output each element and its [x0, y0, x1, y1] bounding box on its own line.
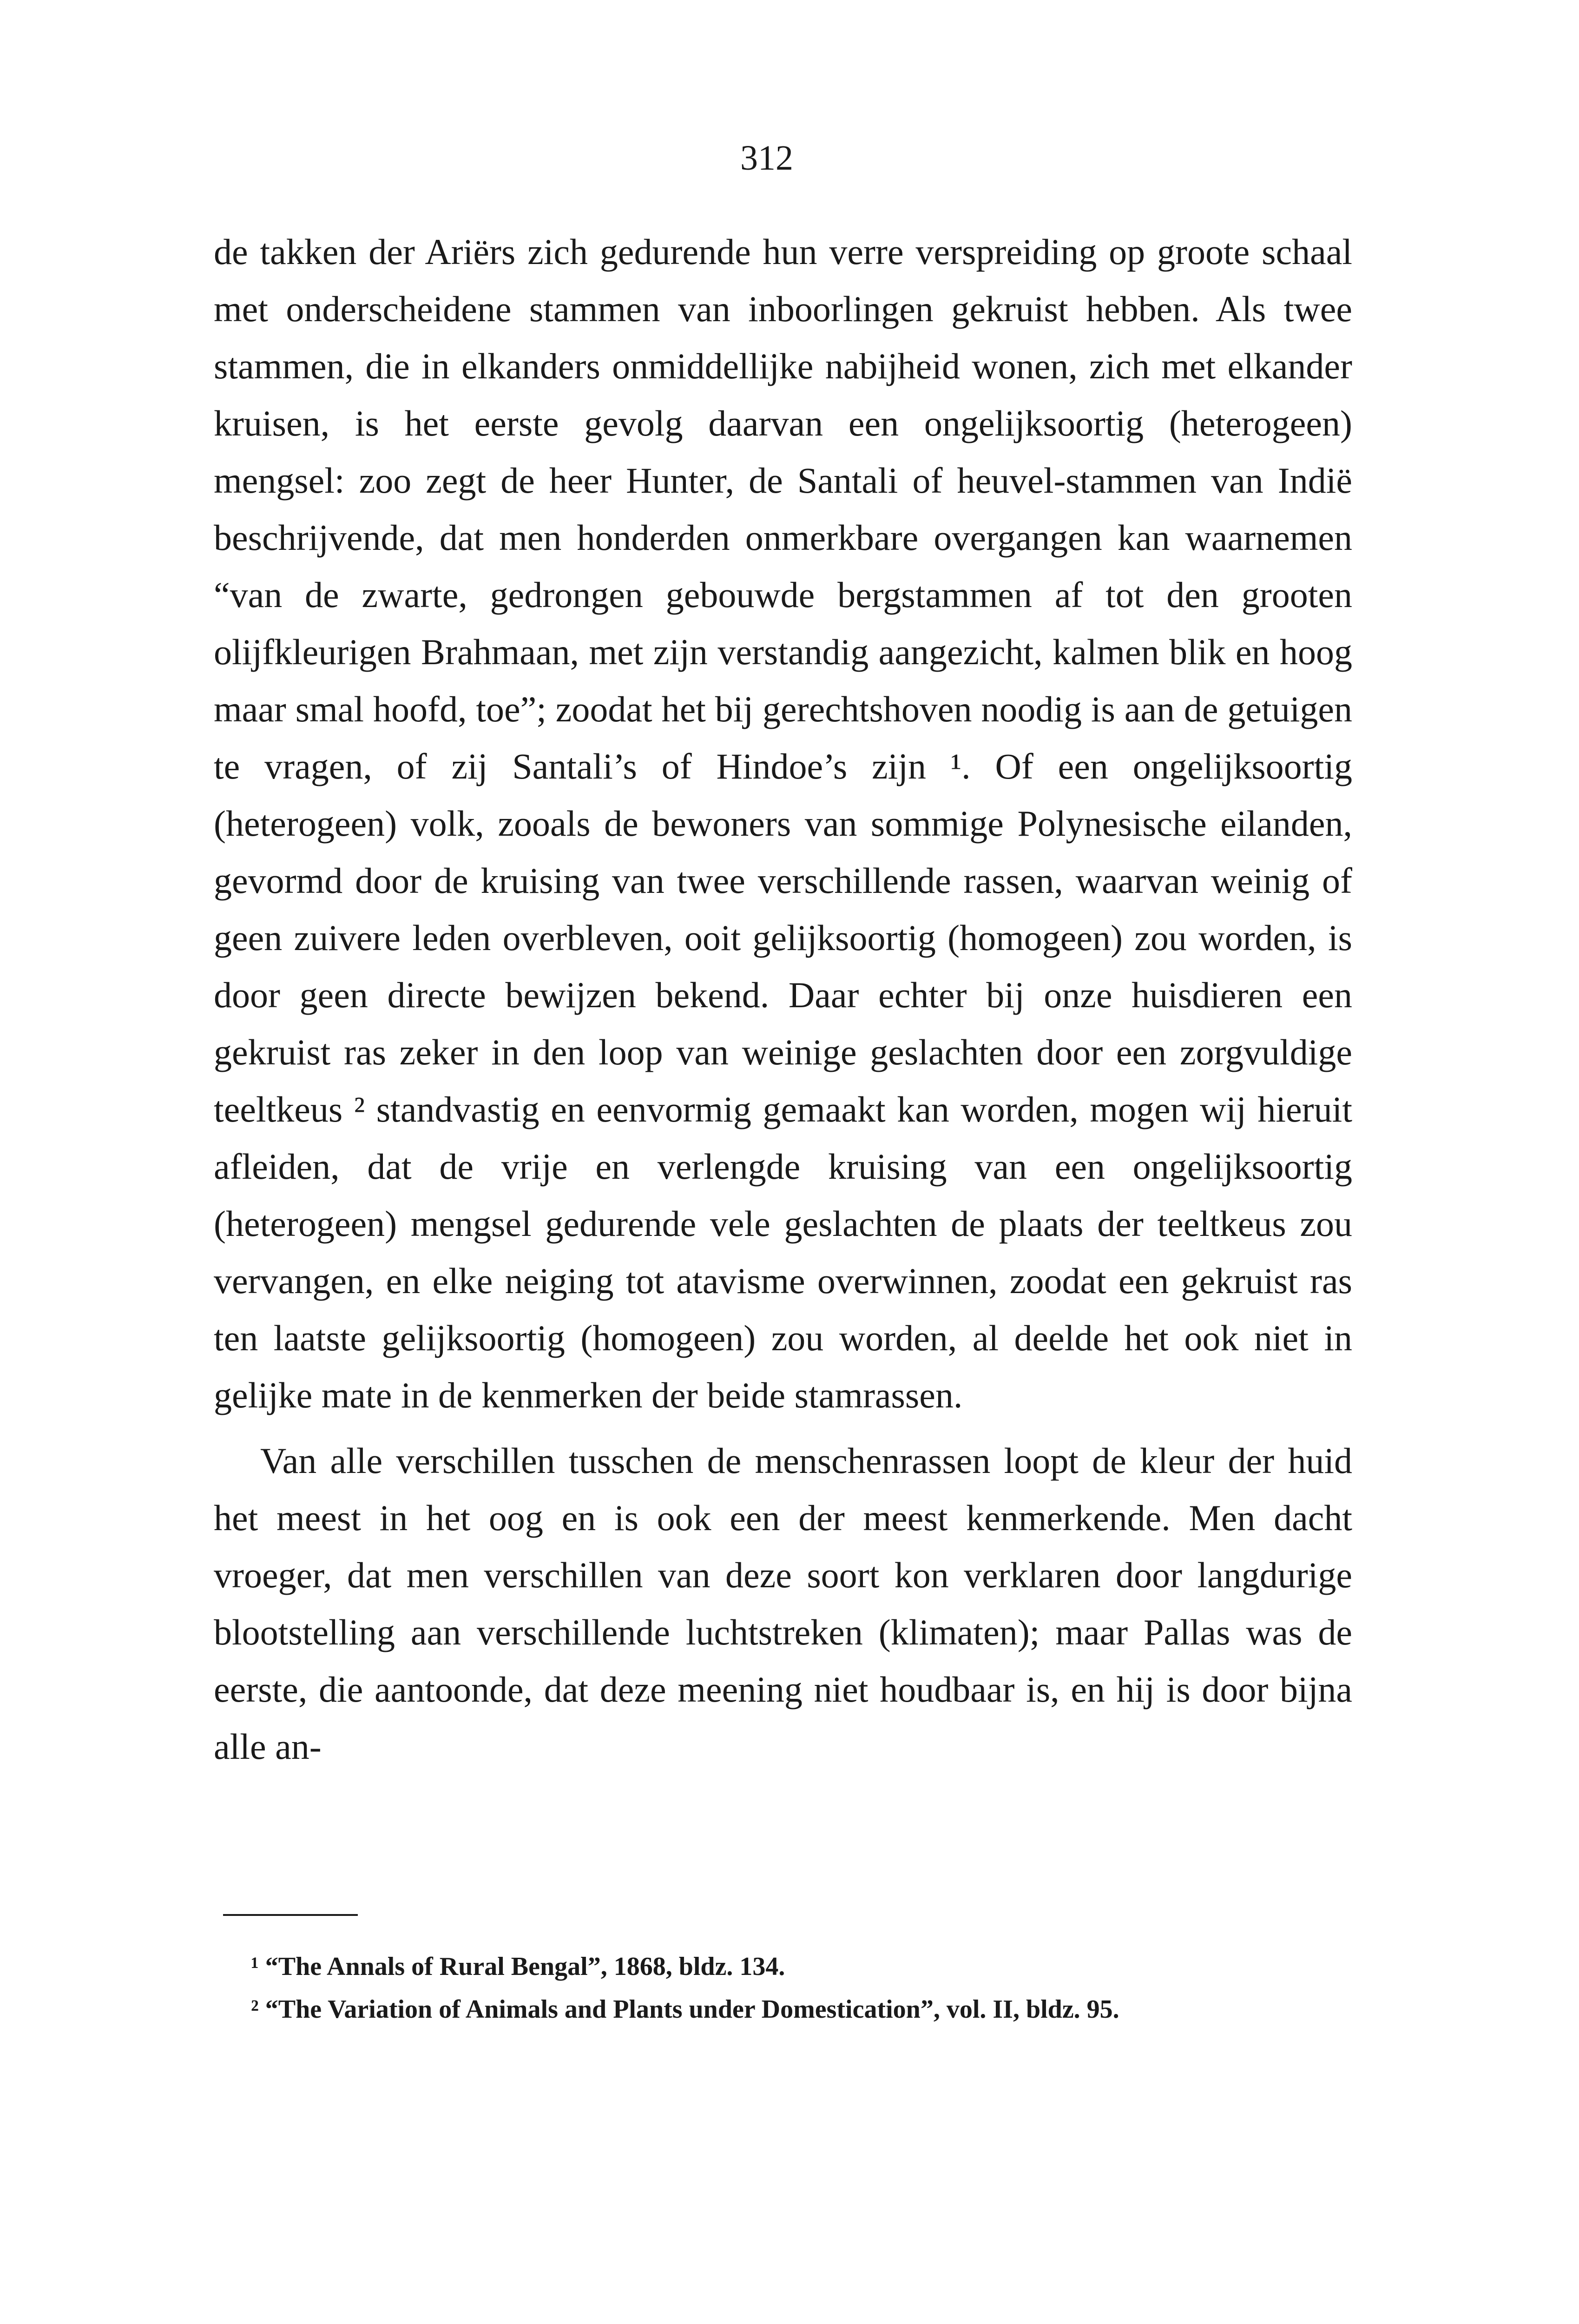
- footnote: ² “The Variation of Animals and Plants under Domestication”, vol. II, bldz. 95.: [251, 1995, 1119, 2024]
- footnotes: [214, 1945, 1352, 2031]
- footnote: ¹ “The Annals of Rural Bengal”, 1868, bldz. 134.: [251, 1952, 785, 1981]
- body-text: [214, 223, 1352, 1775]
- page-number: 312: [740, 139, 793, 178]
- paragraph: de takken der Ariërs zich gedurende hun verre verspreiding op groote schaal met onderscheidene stammen van inboorlingen gekruist hebben. Als twee stammen, die in elkanders onmiddellijke nabijheid wonen, zich met elkander kruisen, is het eerste gevolg daarvan een ongelijksoortig (heterogeen) mengsel: zoo zegt de heer Hunter, de Santali of heuvel-stammen van Indië beschrijvende, dat men honderden onmerkbare overgangen kan waarnemen “van de zwarte, gedrongen gebouwde bergstammen af tot den grooten olijfkleurigen Brahmaan, met zijn verstandig aangezicht, kalmen blik en hoog maar smal hoofd, toe”; zoodat het bij gerechtshoven noodig is aan de getuigen te vragen, of zij Santali’s of Hindoe’s zijn ¹. Of een ongelijksoortig (heterogeen) volk, zooals de bewoners van sommige Polynesische eilanden, gevormd door de kruising van twee verschillende rassen, waarvan weinig of geen zuivere leden overbleven, ooit gelijksoortig (homogeen) zou worden, is door geen directe bewijzen bekend. Daar echter bij onze huisdieren een gekruist ras zeker in den loop van weinige geslachten door een zorgvuldige teeltkeus ² standvastig en eenvormig gemaakt kan worden, mogen wij hieruit afleiden, dat de vrije en verlengde kruising van een ongelijksoortig (heterogeen) mengsel gedurende vele geslachten de plaats der teeltkeus zou vervangen, en elke neiging tot atavisme overwinnen, zoodat een gekruist ras ten laatste gelijksoortig (homogeen) zou worden, al deelde het ook niet in gelijke mate in de kenmerken der beide stamrassen.: [214, 231, 1352, 1415]
- paragraph: Van alle verschillen tusschen de menschenrassen loopt de kleur der huid het meest in het oog en is ook een der meest kenmerkende. Men dacht vroeger, dat men verschillen van deze soort kon verklaren door langdurige blootstelling aan verschillende luchtstreken (klimaten); maar Pallas was de eerste, die aantoonde, dat deze meening niet houdbaar is, en hij is door bijna alle an-: [214, 1440, 1352, 1767]
- footnote-divider: [223, 1914, 358, 1916]
